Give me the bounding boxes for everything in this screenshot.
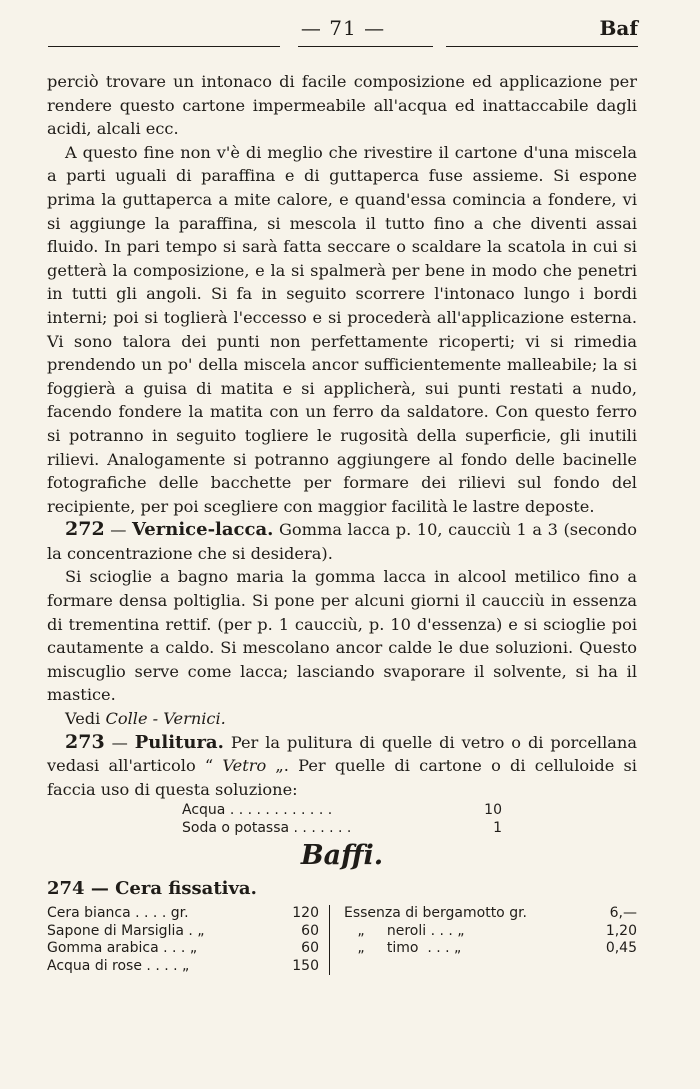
entry-title: Vernice-lacca.	[131, 519, 274, 541]
ingredient-name: Acqua di rose . . . . „	[47, 957, 190, 974]
ingredient-quantity: 6,—	[609, 905, 637, 921]
ingredient-name: Acqua . . . . . . . . . . . .	[182, 802, 333, 819]
running-head: Baf	[599, 16, 638, 40]
entry-reference: Vetro	[222, 756, 267, 776]
ingredient-name: „ timo . . . „	[344, 940, 462, 956]
ingredient-row	[47, 958, 319, 976]
entry-273	[47, 731, 637, 802]
ingredient-quantity: 150	[292, 957, 319, 974]
ingredient-quantity: 0,45	[605, 940, 637, 956]
ingredient-row	[344, 923, 637, 941]
page-header	[48, 14, 638, 54]
ingredient-quantity: 10	[484, 802, 502, 819]
ingredient-quantity: 1	[493, 820, 502, 837]
body-text	[47, 70, 637, 975]
entry-text: Per la pulitura di quelle di vetro o di porcellana vedasi all'articolo “	[47, 732, 637, 776]
page-number: — 71 —	[300, 16, 386, 40]
ingredients-right-column	[330, 905, 637, 975]
header-rule	[48, 46, 280, 47]
ingredients-table	[47, 905, 637, 975]
entry-title: Pulitura.	[134, 731, 224, 753]
ingredient-row	[47, 923, 319, 941]
section-title: Baffi.	[300, 840, 384, 872]
paragraph-continued: perciò trovare un intonaco di facile composizione ed applicazione per rendere questo cartone impermeabile all'acqua ed inattaccabile dagli acidi, alcali ecc.	[47, 72, 637, 139]
recipe-row	[182, 819, 502, 837]
ingredient-name: Soda o potassa . . . . . . .	[182, 820, 352, 837]
recipe-row	[182, 801, 502, 819]
entry-dash: —	[104, 520, 132, 540]
see-prefix: Vedi	[65, 709, 106, 729]
ingredient-row	[344, 940, 637, 958]
ingredient-row	[47, 940, 319, 958]
paragraph: A questo fine non v'è di meglio che rivestire il cartone d'una miscela a parti uguali di paraffina e di guttaperca fuse assieme. Si espone prima la guttaperca a mite calore, e quand'essa comincia a fondere, vi si aggiunge la paraffina, si mescola il tutto fino a che diventi assai fluido. In pari tempo si sarà fatta seccare o scaldare la scatola in cui si getterà la composizione, e la si spalmerà per bene in modo che penetri in tutti gli angoli. Si fa in seguito scorrere l'intonaco lungo i bordi interni; poi si toglierà l'eccesso e si procederà all'applicazione esterna. Vi sono talora dei punti non perfettamente ricoperti; vi si rimedia prendendo un po' della miscela ancor sufficientemente malleabile; la si foggierà a guisa di matita e si applicherà, sui punti restati a nudo, facendo fondere la matita con un ferro da saldatore. Con questo ferro si potranno in seguito togliere le rugosità della superficie, gli inutili rilievi. Analogamente si potranno aggiungere al fondo delle bacinelle fotografiche delle bacchette per formare dei rilievi sul fondo del recipiente, per poi scegliere con maggior facilità le lastre deposte.	[47, 142, 637, 516]
ingredient-row	[47, 905, 319, 923]
cross-reference	[47, 707, 637, 731]
entry-title: 274 — Cera fissativa.	[47, 878, 257, 900]
ingredient-quantity: 60	[301, 922, 319, 939]
ingredient-quantity: 60	[301, 940, 319, 956]
entry-text: Gomma lacca p. 10, caucciù 1 a 3 (secondo la concentrazione che si desidera).	[47, 520, 637, 563]
entry-274-heading	[47, 877, 637, 901]
ingredient-quantity: 120	[292, 905, 319, 921]
ingredient-row	[344, 905, 637, 923]
entry-dash: —	[104, 732, 135, 752]
ingredient-name: Gomma arabica . . . „	[47, 940, 198, 956]
see-reference: Colle - Vernici.	[105, 709, 226, 729]
header-rule	[446, 46, 638, 47]
paragraph: Si scioglie a bagno maria la gomma lacca in alcool metilico fino a formare densa poltiglia. Si pone per alcuni giorni il caucciù in essenza di trementina rettif. (per p. 1 caucciù, p. 10 d'essenza) e si scioglie poi cautamente a caldo. Si mescolano ancor calde le due soluzioni. Questo miscuglio serve come lacca; lasciando svaporare il solvente, si ha il mastice.	[47, 567, 637, 705]
entry-text: „. Per quelle di cartone o di celluloide si faccia uso di questa soluzione:	[47, 756, 637, 799]
ingredients-left-column	[47, 905, 330, 975]
entry-number: 273	[65, 730, 105, 753]
ingredient-name: Cera bianca . . . . gr.	[47, 905, 189, 921]
ingredient-quantity: 1,20	[605, 922, 637, 939]
recipe-list	[182, 801, 502, 837]
header-rule	[298, 46, 433, 47]
ingredient-name: Sapone di Marsiglia . „	[47, 922, 205, 939]
entry-272	[47, 518, 637, 565]
ingredient-name: „ neroli . . . „	[344, 922, 465, 939]
entry-number: 272	[65, 518, 105, 541]
ingredient-name: Essenza di bergamotto gr.	[344, 905, 528, 921]
